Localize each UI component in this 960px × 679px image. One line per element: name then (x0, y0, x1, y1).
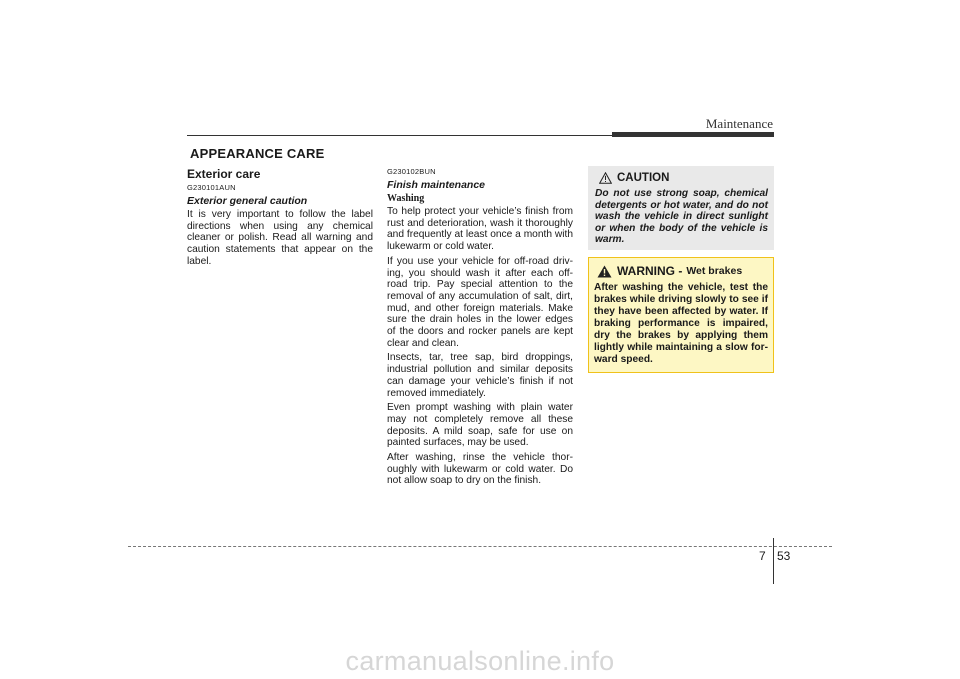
body-paragraph: Even prompt washing with plain water may not completely remove all these deposits. A mild soap, safe for use on painted surfaces, may be used. (387, 402, 573, 449)
watermark: carmanualsonline.info (345, 646, 615, 676)
caution-triangle-icon (599, 172, 612, 184)
column-left (187, 167, 373, 271)
page-title: APPEARANCE CARE (190, 146, 325, 161)
section-heading: Exterior care (187, 167, 261, 181)
warning-header (597, 264, 768, 278)
body-paragraph: If you use your vehicle for off-road driv-ing, you should wash it after each off-road trip. Pay special attention to the removal of any accumulation of salt, dirt, mud, and other foreign materials. Make sure the drain holes in the lower edges of the doors and rocker panels are kept clear and clean. (387, 255, 573, 349)
caution-label: CAUTION (617, 172, 670, 184)
column-middle (387, 167, 573, 490)
chapter-number: 7 (759, 549, 766, 563)
body-paragraph: It is very important to follow the label directions when using any chemical cleaner or polish. Read all warning and caution statements that appear on the label. (187, 209, 373, 267)
footer-rule (128, 546, 832, 547)
section-header: Maintenance (705, 116, 773, 131)
section-code: G230101AUN (187, 183, 236, 192)
subsection-heading: Finish maintenance (387, 179, 486, 191)
minor-heading: Washing (387, 193, 425, 204)
footer-divider (773, 538, 774, 584)
caution-text: Do not use strong soap, chemical detergents or hot water, and do not wash the vehicle in direct sunlight or when the body of the vehicle is warm. (595, 188, 768, 246)
body-paragraph: To help protect your vehicle’s finish from rust and deterioration, wash it thoroughly and frequently at least once a month with lukewarm or cold water. (387, 206, 573, 253)
subsection-heading: Exterior general caution (187, 195, 308, 207)
warning-box (588, 257, 774, 373)
body-paragraph: After washing, rinse the vehicle thor-oughly with lukewarm or cold water. Do not allow soap to dry on the finish. (387, 452, 573, 487)
page-number: 53 (777, 549, 791, 563)
body-paragraph: Insects, tar, tree sap, bird droppings, industrial pollution and similar deposits can damage your vehicle’s finish if not removed immediately. (387, 352, 573, 399)
warning-title: Wet brakes (686, 265, 743, 277)
section-code: G230102BUN (387, 167, 436, 176)
header-rule (187, 135, 617, 136)
warning-label: WARNING - (617, 264, 683, 278)
warning-text: After washing the vehicle, test the brakes while driving slowly to see if they have been affected by water. If braking performance is impaired, dry the brakes by applying them lightly while maintaining a slow for-ward speed. (594, 282, 768, 365)
header-rule-accent (612, 132, 774, 137)
warning-triangle-icon (597, 265, 612, 278)
caution-header (599, 172, 768, 184)
caution-box (588, 166, 774, 250)
